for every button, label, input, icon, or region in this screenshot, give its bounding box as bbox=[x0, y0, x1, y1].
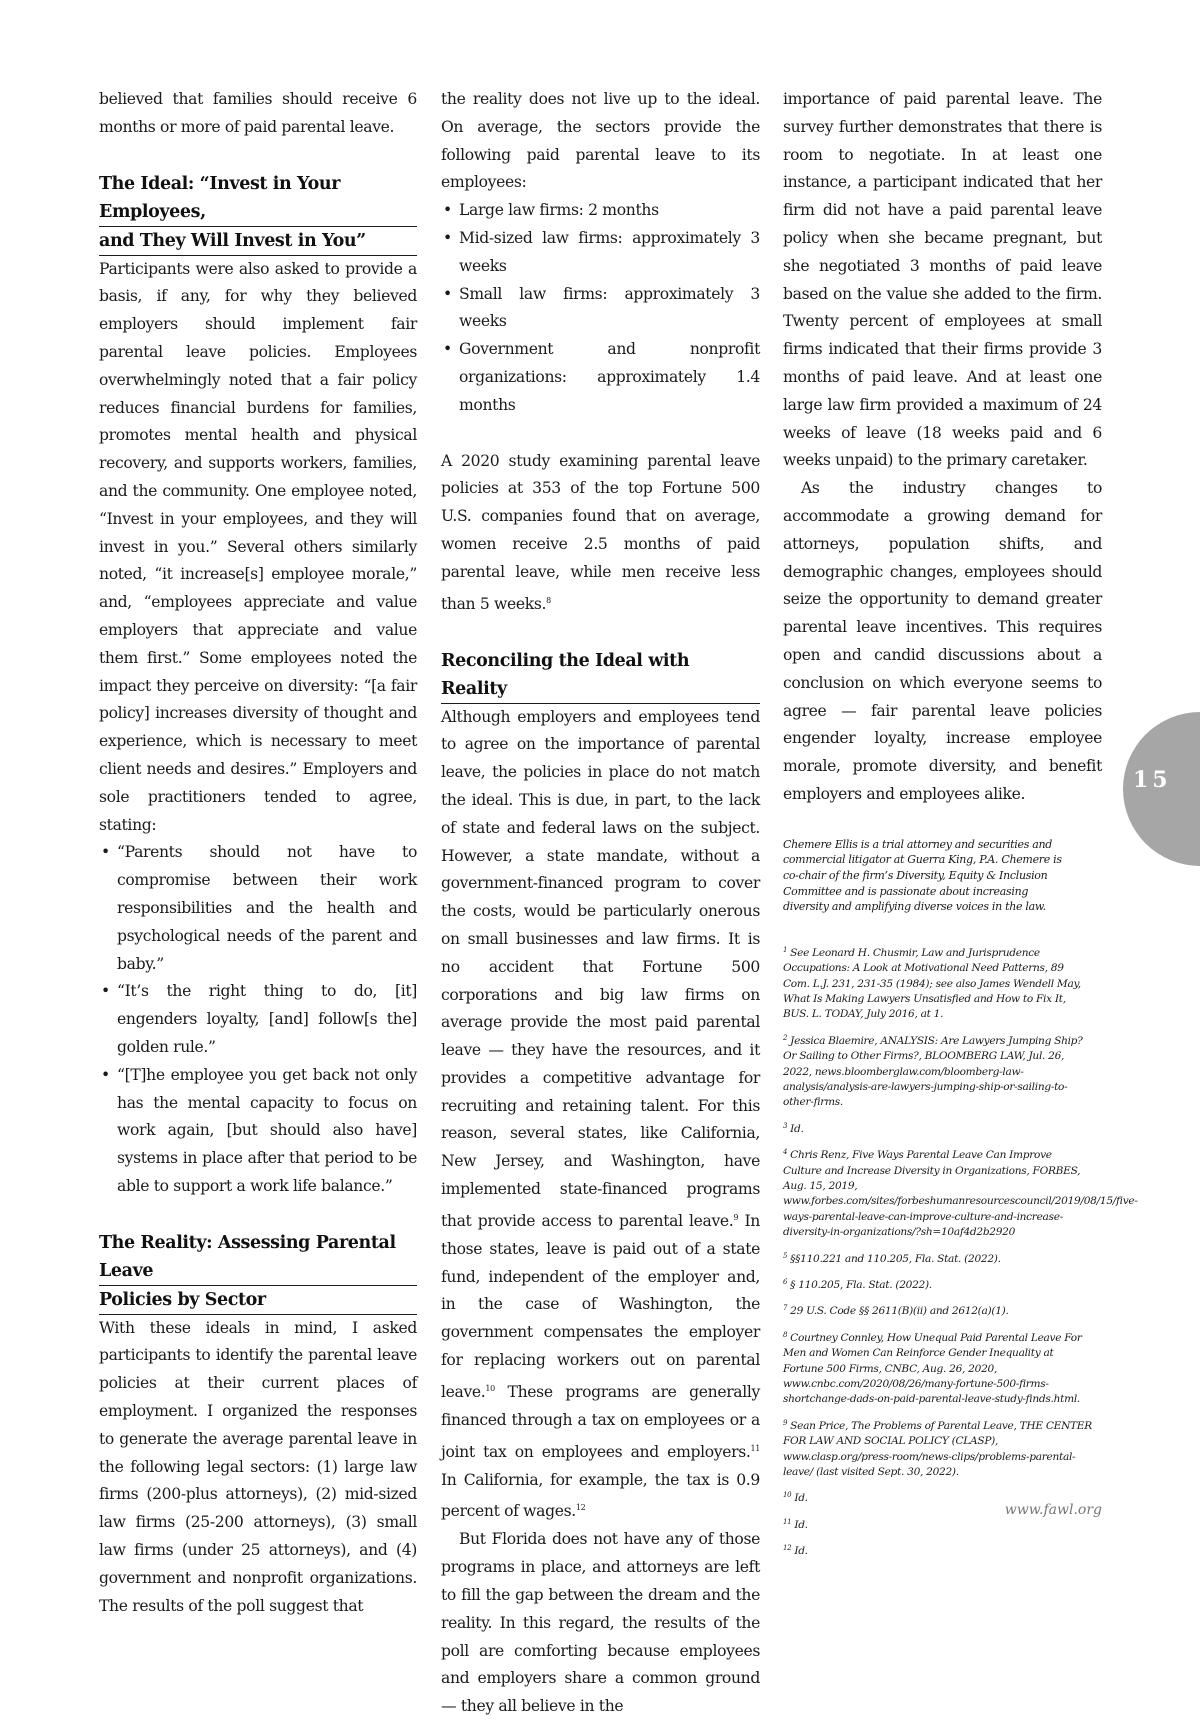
list-item: • Small law firms: approximately 3 weeks bbox=[441, 281, 760, 337]
intro-paragraph: believed that families should receive 6 months or more of paid parental leave. bbox=[99, 90, 417, 136]
footnote: $^{11}$ Id. bbox=[783, 1517, 808, 1531]
ideal-heading-line2: and They Will Invest in You” bbox=[99, 227, 417, 256]
column-right bbox=[783, 86, 1138, 1568]
ideal-heading-line1: The Ideal: “Invest in Your Employees, bbox=[99, 170, 417, 227]
column-left bbox=[99, 86, 417, 1620]
reconciling-heading-line: Reconciling the Ideal with Reality bbox=[441, 647, 760, 704]
footnote: $^9$ Sean Price, The Problems of Parental Leave, THE CENTER FOR LAW AND SOCIAL POLICY (CLASP), www.clasp.org/press-room/news-clips/problems-parental-leave/ (last visited Sept. 30, 2022). bbox=[783, 1418, 1092, 1479]
footnote-ref[interactable]: 8 bbox=[546, 595, 551, 605]
reality-heading-line2: Policies by Sector bbox=[99, 1286, 417, 1315]
page-number: 15 bbox=[1133, 767, 1172, 793]
footnote-ref[interactable]: 11 bbox=[750, 1443, 760, 1453]
footnote: $^{10}$ Id. bbox=[783, 1491, 808, 1505]
reconciling-heading bbox=[441, 647, 760, 704]
column-middle bbox=[441, 86, 760, 1721]
footnote: $^8$ Courtney Connley, How Unequal Paid Parental Leave For Men and Women Can Reinforce Gender Inequality at Fortune 500 Firms, CNBC, Aug. 26, 2020, www.cnbc.com/2020/08/26/many-fortune-500-firms-shortchange-dads-on-paid-parental-leave-study-finds.html. bbox=[783, 1330, 1082, 1406]
list-item: • Mid-sized law firms: approximately 3 weeks bbox=[441, 225, 760, 281]
list-item: • Government and nonprofit organizations: approximately 1.4 months bbox=[441, 336, 760, 419]
footnote-ref[interactable]: 9 bbox=[733, 1212, 739, 1222]
footnote: $^7$ 29 U.S. Code §§ 2611(B)(ii) and 2612(a)(1). bbox=[783, 1304, 1009, 1318]
reconciling-paragraph: Although employers and employees tend to agree on the importance of parental leave, the policies in place do not match the ideal. This is due, in part, to the lack of state and federal laws on the subject. However, a state mandate, without a government-financed program to cover the costs, would be particularly onerous on small businesses and law firms. It is no accident that Fortune 500 corporations and big law firms on average provide the most paid parental leave — they have the resources, and it provides a competitive advantage for recruiting and retaining talent. For this reason, several states, like California, New Jersey, and Washington, have implemented state-financed programs that provide access to parental leave.$^9$ In those states, leave is paid out of a state fund, independent of the employer and, in the case of Washington, the government compensates the employer for replacing workers out on parental leave.$^{10}$ These programs are generally financed through a tax on employees or a joint tax on employees and employers.$^{11}$ In California, for example, the tax is 0.9 percent of wages.$^{12}$ bbox=[441, 707, 760, 1521]
site-url[interactable]: www.fawl.org bbox=[1004, 1502, 1102, 1518]
reality-heading-line1: The Reality: Assessing Parental Leave bbox=[99, 1229, 417, 1286]
ideal-heading bbox=[99, 170, 417, 256]
footnote: $^4$ Chris Renz, Five Ways Parental Leave Can Improve Culture and Increase Diversity in Organizations, FORBES, Aug. 15, 2019, www.forbes.com/sites/forbeshumanresourcescouncil/2019/08/15/five-ways-parental-leave-can-improve-culture-and-increase-diversity-in-organizations/?sh=10af4d2b2920 bbox=[783, 1148, 1138, 1239]
list-item: • “Parents should not have to compromise between their work responsibilities and the health and psychological needs of the parent and baby.” bbox=[99, 839, 417, 978]
footnote: $^5$ §§110.221 and 110.205, Fla. Stat. (2022). bbox=[783, 1251, 1001, 1265]
reality-paragraph: With these ideals in mind, I asked participants to identify the parental leave policies at their current places of employment. I organized the responses to generate the average parental leave in the following legal sectors: (1) large law firms (200-plus attorneys), (2) mid-sized law firms (25-200 attorneys), (3) small law firms (under 25 attorneys), and (4) government and nonprofit organizations. The results of the poll suggest that bbox=[99, 1318, 417, 1615]
footnote: $^{12}$ Id. bbox=[783, 1544, 808, 1558]
florida-paragraph: But Florida does not have any of those programs in place, and attorneys are left to fill the gap between the dream and the reality. In this regard, the results of the poll are comforting because employees and employers share a common ground — they all believe in the bbox=[441, 1530, 760, 1716]
continued-paragraph: the reality does not live up to the ideal. On average, the sectors provide the following paid parental leave to its employees: bbox=[441, 90, 760, 192]
study-paragraph: A 2020 study examining parental leave policies at 353 of the top Fortune 500 U.S. companies found that on average, women receive 2.5 months of paid parental leave, while men receive less than 5 weeks.$^8$ bbox=[441, 451, 760, 613]
list-item: • “It’s the right thing to do, [it] engenders loyalty, [and] follow[s the] golden rule.” bbox=[99, 978, 417, 1061]
author-bio: Chemere Ellis is a trial attorney and securities and commercial litigator at Guerra King, P.A. Chemere is co-chair of the firm’s Diversity, Equity & Inclusion Committee and is passionate about increasing diversity and amplifying diverse voices in the law. bbox=[783, 837, 1062, 914]
footnote: $^2$ Jessica Blaemire, ANALYSIS: Are Lawyers Jumping Ship? Or Sailing to Other Firms?, BLOOMBERG LAW, Jul. 26, 2022, news.bloomberglaw.com/bloomberg-law-analysis/analysis-are-lawyers-jumping-ship-or-sailing-to-other-firms. bbox=[783, 1033, 1083, 1109]
list-item: • Large law firms: 2 months bbox=[441, 197, 760, 225]
sector-list bbox=[441, 197, 760, 419]
continued-paragraph: importance of paid parental leave. The survey further demonstrates that there is room to negotiate. In at least one instance, a participant indicated that her firm did not have a paid parental leave policy when she became pregnant, but she negotiated 3 months of paid leave based on the value she added to the firm. Twenty percent of employees at small firms indicated that their firms provide 3 months of paid leave. And at least one large law firm provided a maximum of 24 weeks of leave (18 weeks paid and 6 weeks unpaid) to the primary caretaker. bbox=[783, 90, 1102, 470]
footnote: $^3$ Id. bbox=[783, 1121, 804, 1135]
footnote: $^6$ § 110.205, Fla. Stat. (2022). bbox=[783, 1278, 932, 1291]
quotes-list bbox=[99, 839, 417, 1200]
footnote-ref[interactable]: 12 bbox=[575, 1503, 586, 1513]
footnotes bbox=[783, 943, 1138, 1560]
ideal-paragraph: Participants were also asked to provide a basis, if any, for why they believed employers should implement fair parental leave policies. Employees overwhelmingly noted that a fair policy reduces financial burdens for families, promotes mental health and physical recovery, and supports workers, families, and the community. One employee noted, “Invest in your employees, and they will invest in you.” Several others similarly noted, “it increase[s] employee morale,” and, “employees appreciate and value employers that appreciate and value them first.” Some employees noted the impact they perceive on diversity: “[a fair policy] increases diversity of thought and experience, which is necessary to meet client needs and desires.” Employers and sole practitioners tended to agree, stating: bbox=[99, 259, 417, 834]
closing-paragraph: As the industry changes to accommodate a growing demand for attorneys, population shifts, and demographic changes, employees should seize the opportunity to demand greater parental leave incentives. This requires open and candid discussions about a conclusion on which everyone seems to agree — fair parental leave policies engender loyalty, increase employee morale, promote diversity, and benefit employers and employees alike. bbox=[783, 479, 1102, 803]
footnote-ref[interactable]: 10 bbox=[485, 1383, 495, 1393]
list-item: • “[T]he employee you get back not only has the mental capacity to focus on work again, [but should also have] systems in place after that period to be able to support a work life balance.” bbox=[99, 1062, 417, 1201]
reality-heading bbox=[99, 1229, 417, 1315]
footnote: $^1$ See Leonard H. Chusmir, Law and Jurisprudence Occupations: A Look at Motivational Need Patterns, 89 Com. L.J. 231, 231-35 (1984); see also James Wendell May, What Is Making Lawyers Unsatisfied and How to Fix It, BUS. L. TODAY, July 2016, at 1. bbox=[783, 945, 1081, 1021]
